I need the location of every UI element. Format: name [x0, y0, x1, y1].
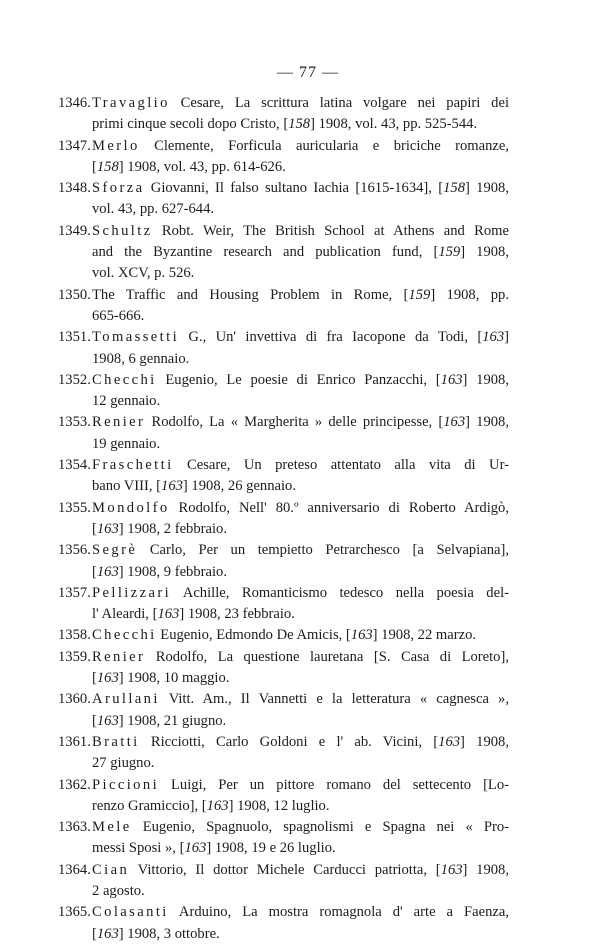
entry-author: Renier	[92, 648, 146, 665]
entry-text: ] 1908, 26 gennaio.	[182, 478, 297, 495]
bibliography-entry	[0, 732, 616, 775]
entry-text: ] 1908, 12 luglio.	[228, 797, 330, 814]
entry-number: 1349.	[58, 222, 91, 239]
entry-line	[0, 668, 509, 689]
bibliography-entry	[0, 647, 616, 690]
entry-text: messi Sposi », [	[92, 840, 185, 857]
entry-number: 1354.	[58, 457, 91, 474]
entry-text: Eugenio, Le poesie di Enrico Panzacchi, [	[156, 371, 441, 388]
entry-reference-number: 163	[443, 414, 466, 431]
entry-text: Rodolfo, La questione lauretana [S. Casa di Loreto],	[145, 648, 509, 665]
entry-number: 1347.	[58, 137, 91, 154]
entry-reference-number: 159	[408, 286, 431, 303]
entry-text: ] 1908, 3 ottobre.	[118, 925, 220, 942]
entry-text: l' Aleardi, [	[92, 606, 158, 623]
entry-number: 1353.	[58, 414, 91, 431]
entry-author: Schultz	[92, 222, 153, 239]
entry-reference-number: 163	[157, 606, 180, 623]
entry-author: Pellizzari	[92, 584, 172, 601]
entry-author: Checchi	[92, 371, 157, 388]
entry-text: 12 gennaio.	[92, 393, 161, 410]
bibliography-entry	[0, 455, 616, 498]
entry-text: renzo Gramiccio], [	[92, 797, 207, 814]
entry-text: The Traffic and Housing Problem in Rome, [	[92, 286, 409, 303]
bibliography-entry	[0, 412, 616, 455]
entry-text: ] 1908, pp.	[430, 286, 509, 303]
entry-text: Ricciotti, Carlo Goldoni e l' ab. Vicini, [	[139, 733, 439, 750]
entry-number: 1350.	[58, 286, 91, 303]
entry-line	[0, 924, 509, 945]
bibliography-entry	[0, 902, 616, 945]
entry-text: ] 1908, 22 marzo.	[372, 627, 477, 644]
bibliography-entry	[0, 370, 616, 413]
entry-text: Carlo, Per un tempietto Petrarchesco [a Selvapiana],	[137, 542, 509, 559]
entry-text: Vitt. Am., Il Vannetti e la letteratura « cagnesca »,	[159, 691, 509, 708]
bibliography-entry	[0, 136, 616, 179]
entry-number: 1352.	[58, 371, 91, 388]
entry-text: and the Byzantine research and publication fund, [	[92, 244, 439, 261]
entry-author: Piccioni	[92, 776, 160, 793]
entry-text: 19 gennaio.	[92, 435, 161, 452]
entry-line	[0, 157, 509, 178]
entry-reference-number: 163	[96, 670, 119, 687]
entry-line	[0, 753, 509, 774]
bibliography-entry	[0, 285, 616, 328]
entry-author: Arullani	[92, 691, 160, 708]
entry-number: 1348.	[58, 180, 91, 197]
entry-text: [	[92, 520, 97, 537]
bibliography-entry	[0, 689, 616, 732]
entry-number: 1355.	[58, 499, 91, 516]
entry-text: Giovanni, Il falso sultano Iachia [1615-1634], [	[144, 180, 444, 197]
bibliography-entry	[0, 817, 616, 860]
entry-text: Cesare, La scrittura latina volgare nei papiri dei	[169, 95, 509, 111]
entry-text: [	[92, 158, 97, 175]
entry-number: 1351.	[58, 329, 91, 346]
entry-reference-number: 163	[96, 925, 119, 942]
bibliography-entry	[0, 540, 616, 583]
entry-reference-number: 163	[96, 563, 119, 580]
bibliography-entry	[0, 178, 616, 221]
entry-text: vol. XCV, p. 526.	[92, 265, 195, 282]
entry-author: Mele	[92, 819, 132, 836]
entry-text: 2 agosto.	[92, 882, 145, 899]
entry-text: primi cinque secoli dopo Cristo, [	[92, 116, 289, 133]
entry-text: ]	[504, 329, 509, 346]
entry-author: Fraschetti	[92, 457, 174, 474]
entry-line	[0, 711, 509, 732]
entry-text: Vittorio, Il dottor Michele Carducci patriotta, [	[129, 861, 441, 878]
bibliography-entry	[0, 327, 616, 370]
entry-text: ] 1908, 2 febbraio.	[118, 520, 227, 537]
entry-reference-number: 163	[206, 797, 229, 814]
entry-number: 1362.	[58, 776, 91, 793]
entry-reference-number: 158	[443, 180, 465, 197]
page-number: — 77 —	[277, 64, 339, 81]
entry-line	[0, 114, 509, 135]
entry-text: ] 1908, vol. 43, pp. 525-544.	[310, 116, 478, 133]
entry-number: 1365.	[58, 904, 91, 921]
entry-text: [	[92, 925, 97, 942]
entry-reference-number: 163	[440, 861, 463, 878]
entry-text: ] 1908, vol. 43, pp. 614-626.	[118, 158, 286, 175]
entry-number: 1359.	[58, 648, 91, 665]
entry-text: ] 1908,	[460, 244, 509, 261]
entry-line	[0, 881, 509, 902]
entry-line	[0, 519, 509, 540]
entry-author: Cian	[92, 861, 130, 878]
entry-text: [	[92, 563, 97, 580]
entry-text: Robt. Weir, The British School at Athens and Rome	[152, 222, 509, 239]
entry-reference-number: 159	[438, 244, 461, 261]
entry-reference-number: 163	[184, 840, 207, 857]
entry-line	[0, 391, 509, 412]
entry-line	[0, 434, 509, 455]
entry-text: Arduino, La mostra romagnola d' arte a Faenza,	[168, 904, 509, 921]
entry-number: 1360.	[58, 691, 91, 708]
entry-line	[0, 796, 509, 817]
entry-text: ] 1908, 19 e 26 luglio.	[206, 840, 336, 857]
entry-text: ] 1908,	[465, 180, 509, 197]
entry-reference-number: 163	[161, 478, 183, 495]
entry-text: Eugenio, Edmondo De Amicis, [	[156, 627, 351, 644]
entry-number: 1358.	[58, 627, 91, 644]
entry-text: [	[92, 670, 97, 687]
entry-line	[0, 838, 509, 859]
entry-number: 1363.	[58, 819, 91, 836]
entry-author: Checchi	[92, 627, 157, 644]
bibliography-entry	[0, 860, 616, 903]
entry-author: Segrè	[92, 542, 138, 559]
entry-text: [	[92, 712, 97, 729]
entry-text: ] 1908,	[462, 861, 509, 878]
entry-author: Renier	[92, 414, 146, 431]
entry-author: Colasanti	[92, 904, 169, 921]
entry-author: Sforza	[92, 180, 145, 197]
bibliography-entry	[0, 583, 616, 626]
entry-line	[0, 562, 509, 583]
entry-number: 1361.	[58, 733, 91, 750]
entry-text: G., Un' invettiva di fra Iacopone da Todi, [	[179, 329, 483, 346]
entry-text: Luigi, Per un pittore romano del settecento [Lo-	[159, 776, 509, 793]
entry-reference-number: 163	[350, 627, 373, 644]
entry-reference-number: 163	[482, 329, 505, 346]
bibliography-entry	[0, 775, 616, 818]
entry-line	[0, 242, 509, 263]
entry-reference-number: 158	[96, 158, 119, 175]
entry-text: Rodolfo, La « Margherita » delle principesse, [	[145, 414, 444, 431]
entry-text: Cesare, Un preteso attentato alla vita di Ur-	[173, 457, 509, 474]
entry-line	[0, 199, 509, 220]
entry-line	[0, 263, 509, 284]
entry-text: Rodolfo, Nell' 80.º anniversario di Roberto Ardigò,	[169, 499, 509, 516]
entry-line	[0, 476, 509, 497]
entry-line	[0, 306, 509, 327]
entry-reference-number: 163	[438, 733, 461, 750]
entry-reference-number: 163	[96, 712, 119, 729]
entry-line	[0, 349, 509, 370]
entry-reference-number: 163	[440, 371, 463, 388]
entry-text: Achille, Romanticismo tedesco nella poesia del-	[171, 584, 509, 601]
entry-text: 27 giugno.	[92, 755, 155, 772]
entry-text: ] 1908, 21 giugno.	[118, 712, 227, 729]
entry-text: ] 1908,	[460, 733, 509, 750]
entry-text: Clemente, Forficula auricularia e briciche romanze,	[139, 137, 509, 154]
bibliography-entry	[0, 93, 616, 136]
entry-text: ] 1908, 23 febbraio.	[179, 606, 295, 623]
entry-reference-number: 158	[288, 116, 311, 133]
entry-author: Bratti	[92, 733, 140, 750]
entry-line	[0, 604, 509, 625]
entry-number: 1357.	[58, 584, 91, 601]
entry-text: bano VIII, [	[92, 478, 162, 495]
bibliography-entry	[0, 498, 616, 541]
entry-author: Merlo	[92, 137, 140, 154]
bibliography-entry	[0, 625, 616, 646]
entry-text: ] 1908, 10 maggio.	[118, 670, 230, 687]
entry-text: Eugenio, Spagnuolo, spagnolismi e Spagna nei « Pro-	[131, 819, 509, 836]
entry-text: 665-666.	[92, 307, 145, 324]
entry-number: 1364.	[58, 861, 91, 878]
entry-author: Mondolfo	[92, 499, 170, 516]
entry-number: 1356.	[58, 542, 91, 559]
entry-author: Travaglio	[92, 95, 170, 111]
bibliography-entry	[0, 221, 616, 285]
entry-text: 1908, 6 gennaio.	[92, 350, 190, 367]
entry-text: ] 1908,	[462, 371, 509, 388]
entry-text: vol. 43, pp. 627-644.	[92, 201, 215, 218]
entry-text: ] 1908, 9 febbraio.	[118, 563, 227, 580]
entry-text: ] 1908,	[465, 414, 509, 431]
bibliography-list	[0, 93, 616, 945]
entry-author: Tomassetti	[92, 329, 180, 346]
entry-reference-number: 163	[96, 520, 119, 537]
entry-number: 1346.	[58, 95, 91, 111]
